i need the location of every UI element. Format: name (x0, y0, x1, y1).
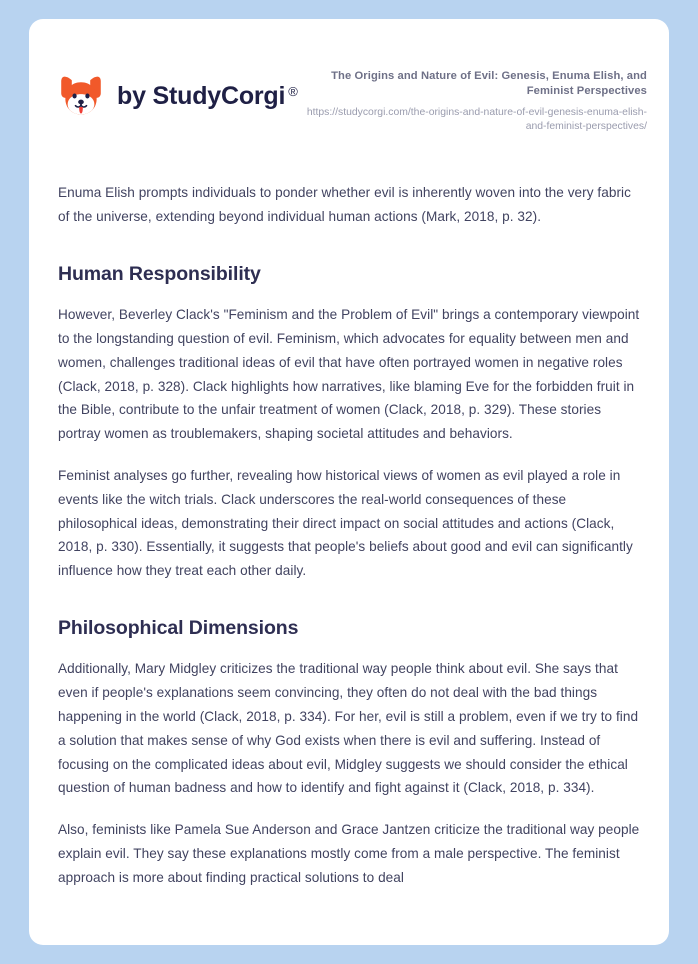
paragraph: Also, feminists like Pamela Sue Anderson and Grace Jantzen criticize the traditional way people explain evil. They say these explanations mostly come from a male perspective. The feminist approach is more about finding practical solutions to deal (58, 822, 640, 885)
paragraph: However, Beverley Clack's "Feminism and the Problem of Evil" brings a contemporary viewpoint to the longstanding question of evil. Feminism, which advocates for equality between men and women, challenges traditional ideas of evil that have often portrayed women in negative roles (Clack, 2018, p. 328). Clack highlights how narratives, like blaming Eve for the forbidden fruit in the Bible, contribute to the unfair treatment of women (Clack, 2018, p. 329). These stories portray women as troublemakers, shaping societal attitudes and behaviors. (58, 307, 640, 442)
paragraph: Enuma Elish prompts individuals to ponder whether evil is inherently woven into the very fabric of the universe, extending beyond individual human actions (Mark, 2018, p. 32). (58, 185, 631, 225)
brand-wordmark (117, 81, 298, 110)
document-header (29, 19, 669, 134)
brand-name-text: by StudyCorgi (117, 81, 286, 110)
paragraph: Additionally, Mary Midgley criticizes the traditional way people think about evil. She says that even if people's explanations seem convincing, they often do not deal with the bad things happening in the world (Clack, 2018, p. 334). For her, evil is still a problem, even if we try to find a solution that makes sense of why God exists when there is evil and suffering. Instead of focusing on the complicated ideas about evil, Midgley suggests we should consider the ethical question of human badness and how to identify and fight against it (Clack, 2018, p. 334). (58, 661, 639, 796)
document-card (29, 19, 669, 945)
section-heading: Human Responsibility (58, 262, 261, 285)
paragraph: Feminist analyses go further, revealing how historical views of women as evil played a role in events like the witch trials. Clack underscores the real-world consequences of these philosophical ideas, demonstrating their direct impact on social attitudes and actions (Clack, 2018, p. 330). Essentially, it suggests that people's beliefs about good and evil can significantly influence how they treat each other daily. (58, 468, 633, 579)
page-title: The Origins and Nature of Evil: Genesis, Enuma Elish, and Feminist Perspectives (331, 70, 647, 97)
document-meta (302, 67, 647, 134)
registered-trademark-icon: ® (288, 83, 298, 99)
document-body (29, 181, 669, 889)
source-url[interactable]: https://studycorgi.com/the-origins-and-nature-of-evil-genesis-enuma-elish-and-feminist-perspectives/ (306, 106, 647, 132)
studycorgi-brand (58, 67, 298, 119)
corgi-logo-icon (58, 73, 104, 119)
section-heading: Philosophical Dimensions (58, 617, 299, 640)
